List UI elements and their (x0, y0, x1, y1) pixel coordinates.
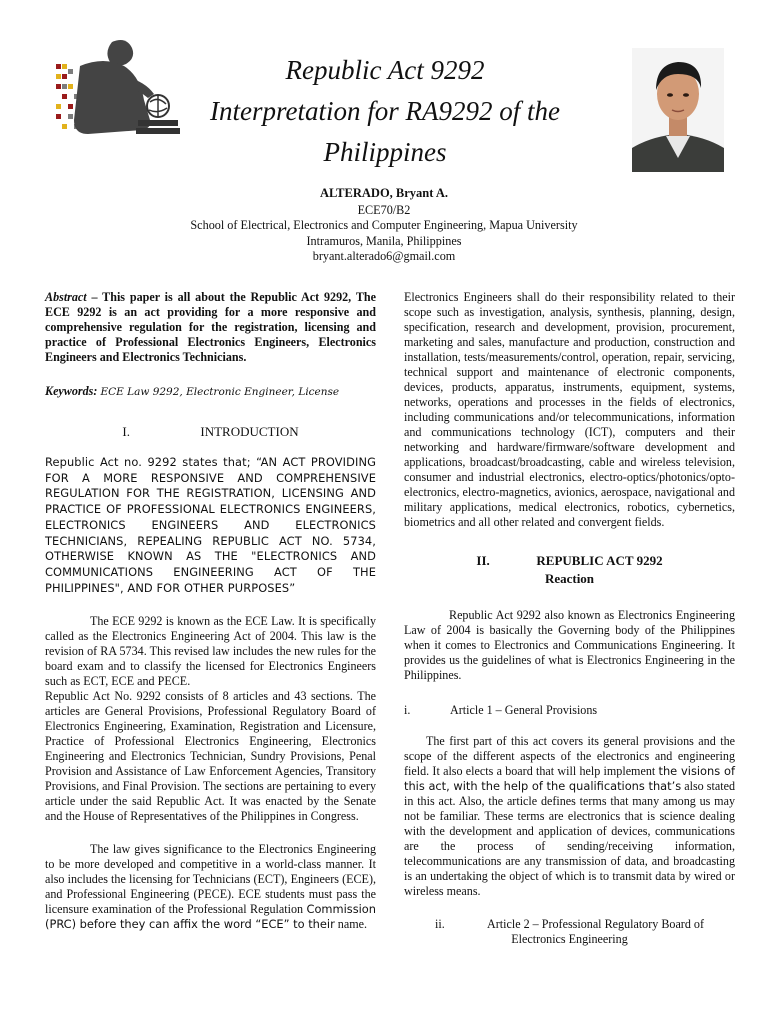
intro-paragraph-1: The ECE 9292 is known as the ECE Law. It is specifically called as the Electronics Engineering Act of 2004. This law is the revision of RA 5734. This revised law includes the new rules for the board exam and to classify the licensed for Electronics Engineers such as ECT, ECE and PECE. (45, 614, 376, 689)
title-line-3: Philippines (323, 137, 447, 167)
author-block (0, 186, 768, 265)
school-affiliation: School of Electrical, Electronics and Computer Engineering, Mapua University (190, 218, 578, 232)
abstract (45, 290, 376, 365)
article-1-paragraph-b: the visions of this act, with the help of the qualifications that’s (404, 764, 735, 793)
article-2-title-2: Electronics Engineering (511, 932, 628, 946)
title-line-1: Republic Act 9292 (285, 55, 485, 85)
section-number: I. (122, 424, 130, 439)
section-2-number: II. (476, 553, 490, 568)
intro-paragraph-3 (45, 842, 376, 932)
right-column (404, 290, 735, 947)
section-code: ECE70/B2 (357, 202, 411, 217)
section-heading-introduction (45, 424, 376, 439)
left-column (45, 290, 376, 932)
paper-title (200, 50, 570, 173)
section-2-subtitle: Reaction (544, 571, 595, 586)
intro-paragraph-2: Republic Act No. 9292 consists of 8 articles and 43 sections. The articles are General Provisions, Professional Regulatory Board of Electronics Engineering, Examination, Registration and Licensure, Practice of Professional Electronics Engineering, Electronics Engineering and Electronics Technician, Sundry Provisions, Penal Provision and Assistance of Law Enforcement Agencies, Transitory Provisions, and Final Provision. The sections are pertaining to every article under the said Republic Act. It was enacted by the Senate and the House of Representatives of the Philippines in Congress. (45, 689, 376, 824)
intro-paragraph-3-c: name. (334, 917, 367, 932)
title-line-2: Interpretation for RA9292 of the (210, 96, 560, 126)
scope-paragraph: Electronics Engineers shall do their responsibility related to their scope such as investigation, analysis, synthesis, planning, design, specification, research and development, provision, procurement, marketing and sales, manufacture and production, construction and installation, tests/measurements/control, operation, repair, servicing, technical support and maintenance of electronic components, devices, products, apparatus, instruments, equipment, systems, networks, operations and processes in the fields of electronics, including communications and/or telecommunications, information and communications technology (ICT), computers and their networking and hardware/firmware/software development and applications, broadcast/broadcasting, cable and wireless television, consumer and industrial electronics, electro-optics/photonics/opto-electronics, electro-magnetics, avionics, aerospace, navigational and military applications, medical electronics, robotics, cybernetics, biometrics and all other related and convergent fields. (404, 290, 735, 529)
article-2-title-1: Article 2 – Professional Regulatory Board of (487, 917, 704, 931)
author-name: ALTERADO, Bryant A. (319, 186, 449, 200)
intro-paragraph-3-b: Commission (PRC) before they can affix the word “ECE” to their (45, 902, 376, 932)
article-1-heading (404, 703, 735, 718)
article-1-title: Article 1 – General Provisions (450, 703, 598, 717)
article-1-paragraph-a: The first part of this act covers its general provisions and the scope of the different aspects of the electronics and engineering field. It also elects a board that will help implement (404, 734, 735, 778)
article-2-heading (404, 917, 735, 947)
author-email: bryant.alterado6@gmail.com (312, 249, 456, 263)
article-1-paragraph-c: also stated in this act. Also, the article defines terms that many among us may not be familiar. These terms are electronics that is science dealing with the development and application of devices, communications are the process of sending/receiving information, telecommunications are any transmission of data, and broadcasting is an undertaking the object of which is to transmit data by wired or wireless means. (404, 779, 735, 898)
school-location: Intramuros, Manila, Philippines (306, 233, 462, 248)
abstract-text: This paper is all about the Republic Act 9292, The ECE 9292 is an act providing for a more responsive and comprehensive regulation for the registration, licensing and practice of Professional Electronics Engineers, Electronics Engineers and Electronics Technicians. (45, 290, 376, 364)
intro-quote: Republic Act no. 9292 states that; “AN ACT PROVIDING FOR A MORE RESPONSIVE AND COMPREHENSIVE REGULATION FOR THE REGISTRATION, LICENSING AND PRACTICE OF PROFESSIONAL ELECTRONICS ENGINEERS, ELECTRONICS ENGINEERS AND ELECTRONICS TECHNICIANS, REPEALING REPUBLIC ACT NO. 5734, OTHERWISE KNOWN AS THE "ELECTRONICS AND COMMUNICATIONS ENGINEERING ACT OF THE PHILIPPINES", AND FOR OTHER PURPOSES” (45, 455, 376, 595)
keywords-text: ECE Law 9292, Electronic Engineer, License (100, 386, 340, 398)
university-logo (52, 36, 184, 142)
article-1-number: i. (404, 703, 411, 717)
abstract-label: Abstract (45, 290, 87, 304)
reaction-paragraph: Republic Act 9292 also known as Electronics Engineering Law of 2004 is basically the Governing body of the Philippines when it comes to Electronics and Communications Engineering. It provides us the guidelines of what is Electronics Engineering in the Philippines. (404, 608, 735, 682)
section-2-title: REPUBLIC ACT 9292 (536, 553, 663, 568)
author-photo (632, 48, 724, 172)
section-title: INTRODUCTION (200, 424, 299, 439)
article-2-number: ii. (435, 917, 445, 931)
section-heading-ra9292 (404, 552, 735, 588)
keywords (45, 384, 376, 400)
abstract-dash: – (86, 290, 103, 304)
intro-paragraph-3-a: The law gives significance to the Electronics Engineering to be more developed and competitive in a world-class manner. It also includes the licensing for Technicians (ECT), Engineers (ECE), and Professional Engineering (PECE). ECE students must pass the licensure examination of the Professional Regulation (45, 842, 376, 917)
article-1-paragraph (404, 734, 735, 899)
keywords-label: Keywords: (45, 384, 98, 398)
